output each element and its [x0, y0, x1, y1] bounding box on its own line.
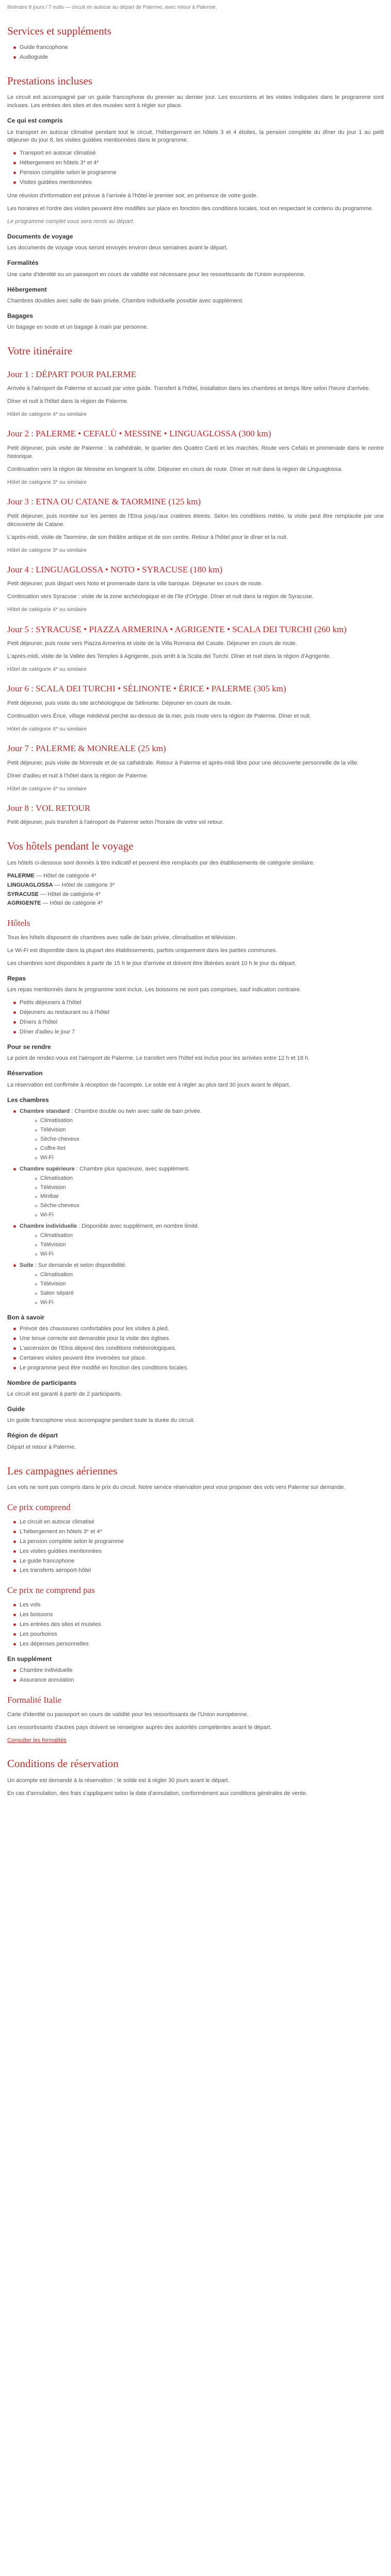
getting-there-title: Pour se rendre [7, 1043, 51, 1050]
sub-note-text: Chambres doubles avec salle de bain privée. Chambre individuelle possible avec supplément. [7, 298, 243, 304]
bullet-icon [13, 1367, 16, 1369]
dot-icon [35, 1157, 37, 1159]
list-item: Télévision [35, 1126, 384, 1134]
list-item: Chambre individuelle [13, 1667, 384, 1675]
list-item: Dîner d'adieu le jour 7 [13, 1028, 384, 1037]
dot-icon [35, 1178, 37, 1180]
day-para: Petit déjeuner, puis visite de Monreale et de sa cathédrale. Retour à Palerme et après-midi libre pour une découverte personnelle de la ville. [7, 759, 359, 766]
bullet-icon [13, 1550, 16, 1553]
day-hotel: Hôtel de catégorie 3* ou similaire [7, 547, 87, 553]
bullet-icon [13, 1614, 16, 1616]
campaigns-title: Les campagnes aériennes [7, 1464, 118, 1477]
list-item: Transport en autocar climatisé [13, 149, 384, 158]
bullet-icon [13, 1669, 16, 1672]
dot-icon [35, 1187, 37, 1189]
included-list [7, 149, 384, 187]
sub-note-title: Hébergement [7, 285, 47, 293]
day-para: Petit déjeuner, puis visite du site archéologique de Sélinonte. Déjeuner en cours de route. [7, 700, 233, 706]
hotel-line: PALERME — Hôtel de catégorie 4* [7, 872, 96, 879]
list-item: Assurance annulation [13, 1676, 384, 1685]
list-item: Une tenue correcte est demandée pour la visite des églises. [13, 1335, 384, 1343]
bullet-icon [13, 1604, 16, 1606]
list-item: Wi-Fi [35, 1211, 384, 1219]
list-item: Le programme peut être modifié en fonction des conditions locales. [13, 1364, 384, 1372]
room-features [20, 1232, 384, 1259]
list-item: Déjeuners au restaurant ou à l'hôtel [13, 1009, 384, 1017]
day-para: Continuation vers Syracuse : visite de la zone archéologique et de l'île d'Ortygie. Dîner et nuit dans la région de Syracuse. [7, 594, 314, 600]
day-para: Petit déjeuner, puis transfert à l'aéroport de Palerme selon l'horaire de votre vol retour. [7, 819, 224, 826]
list-item: Les visites guidées mentionnées [13, 1548, 384, 1556]
list-item: L'ascension de l'Etna dépend des conditions météorologiques. [13, 1345, 384, 1353]
dot-icon [35, 1235, 37, 1237]
dot-icon [35, 1293, 37, 1295]
included-heading: Ce qui est compris [7, 117, 63, 125]
services-list [7, 44, 384, 62]
dot-icon [35, 1129, 37, 1131]
list-item: Télévision [35, 1280, 384, 1289]
other-block-title: Nombre de participants [7, 1379, 77, 1386]
included-para: Les horaires et l'ordre des visites peuvent être modifiés sur place en fonction des conditions locales, tout en respectant le contenu du programme. [7, 206, 373, 212]
dot-icon [35, 1283, 37, 1285]
list-item: Petits déjeuners à l'hôtel [13, 999, 384, 1007]
hotel-line: AGRIGENTE — Hôtel de catégorie 4* [7, 900, 103, 907]
list-item: Wi-Fi [35, 1154, 384, 1162]
day-title: Jour 4 : LINGUAGLOSSA • NOTO • SYRACUSE (180 km) [7, 564, 223, 574]
hotel-detail-para: Les chambres sont disponibles à partir de 15 h le jour d'arrivée et doivent être libérées avant 10 h le jour du départ. [7, 960, 297, 967]
formalities-para: Carte d'identité ou passeport en cours de validité pour les ressortissants de l'Union européenne. [7, 1711, 249, 1718]
list-item: Guide francophone [13, 44, 384, 52]
room-features [20, 1117, 384, 1162]
room-features [20, 1271, 384, 1307]
bullet-icon [13, 1560, 16, 1563]
list-item: Sèche-cheveux [35, 1202, 384, 1210]
reservation-para: La réservation est confirmée à réception de l'acompte. Le solde est à régler au plus tard 30 jours avant le départ. [7, 1081, 290, 1088]
services-intro: Le circuit est accompagné par un guide francophone du premier au dernier jour. Les excursions et les visites indiquées dans le programme sont incluses. Les entrées des sites et des musées sont à régler sur place. [7, 94, 384, 109]
price-excludes-title: Ce prix ne comprend pas [7, 1585, 95, 1596]
included-para: Le transport en autocar climatisé pendant tout le circuit, l'hébergement en hôtels 3 et 4 étoiles, la pension complète du dîner du jour 1 au petit déjeuner du jour 8, les visites guidées mentionnées dans le programme. [7, 129, 384, 144]
bullet-icon [13, 1002, 16, 1004]
list-item: Visites guidées mentionnées [13, 179, 384, 187]
dot-icon [35, 1205, 37, 1207]
list-item: Les pourboires [13, 1631, 384, 1639]
dot-icon [35, 1120, 37, 1122]
day-title: Jour 1 : DÉPART POUR PALERME [7, 369, 137, 379]
bullet-icon [13, 172, 16, 174]
list-item: Minibar [35, 1193, 384, 1201]
services-title: Services et suppléments [7, 24, 111, 37]
hotel-list [7, 872, 384, 908]
day-hotel: Hôtel de catégorie 4* ou similaire [7, 666, 87, 673]
list-item: Dîners à l'hôtel [13, 1019, 384, 1027]
sub-note-title: Formalités [7, 259, 39, 267]
rooms-title: Les chambres [7, 1096, 49, 1104]
list-item: Télévision [35, 1241, 384, 1249]
bullet-icon [13, 162, 16, 164]
day-title: Jour 8 : VOL RETOUR [7, 803, 91, 813]
list-item: Certaines visites peuvent être inversées sur place. [13, 1354, 384, 1363]
bullet-icon [13, 1110, 16, 1113]
other-block-text: Le circuit est garanti à partir de 2 participants. [7, 1391, 122, 1398]
meals-list [7, 999, 384, 1037]
dot-icon [35, 1253, 37, 1256]
other-block-text: Un guide francophone vous accompagne pendant toute la durée du circuit. [7, 1417, 195, 1424]
hotel-detail-title: Hôtels [7, 918, 30, 928]
day-hotel: Hôtel de catégorie 4* ou similaire [7, 785, 87, 792]
list-item: Audioguide [13, 54, 384, 62]
price-includes-title: Ce prix comprend [7, 1502, 71, 1513]
list-item: Le guide francophone [13, 1557, 384, 1566]
day-para: Dîner d'adieu et nuit à l'hôtel dans la région de Palerme. [7, 772, 149, 779]
program-title: Votre itinéraire [7, 345, 73, 358]
bullet-icon [13, 152, 16, 155]
bullet-icon [13, 1347, 16, 1350]
bullet-icon [13, 1540, 16, 1543]
list-item: Prévoir des chaussures confortables pour les visites à pied. [13, 1325, 384, 1333]
dot-icon [35, 1244, 37, 1246]
rooms-list [7, 1108, 384, 1307]
list-item: Wi-Fi [35, 1250, 384, 1259]
list-item: Climatisation [35, 1175, 384, 1183]
list-item: Pension complète selon le programme [13, 169, 384, 177]
meals-title: Repas [7, 974, 26, 982]
list-item: L'hébergement en hôtels 3* et 4* [13, 1528, 384, 1536]
dot-icon [35, 1196, 37, 1198]
day-title: Jour 7 : PALERME & MONREALE (25 km) [7, 743, 166, 753]
day-title: Jour 5 : SYRACUSE • PIAZZA ARMERINA • AGRIGENTE • SCALA DEI TURCHI (260 km) [7, 624, 347, 634]
day-para: L'après-midi, visite de la Vallée des Temples à Agrigente, puis arrêt à la Scala dei Turchi. Dîner et nuit dans la région d'Agrigente. [7, 653, 331, 660]
list-item: Climatisation [35, 1271, 384, 1279]
list-item: Les dépenses personnelles [13, 1640, 384, 1649]
bullet-icon [13, 1643, 16, 1646]
day-title: Jour 3 : ETNA OU CATANE & TAORMINE (125 km) [7, 497, 201, 507]
day-para: Continuation vers la région de Messine en longeant la côte. Déjeuner en cours de route. Dîner et nuit dans la région de Linguaglossa. [7, 466, 343, 472]
meals-para: Les repas mentionnés dans le programme sont inclus. Les boissons ne sont pas comprises, sauf indication contraire. [7, 987, 301, 993]
list-item: Le circuit en autocar climatisé [13, 1518, 384, 1527]
bullet-icon [13, 1011, 16, 1014]
list-item: Wi-Fi [35, 1299, 384, 1307]
day-para: Arrivée à l'aéroport de Palerme et accueil par votre guide. Transfert à l'hôtel, installation dans les chambres et temps libre selon l'heure d'arrivée. [7, 385, 370, 392]
bullet-icon [13, 46, 16, 49]
formalities-link-line [7, 1737, 384, 1745]
day-hotel: Hôtel de catégorie 4* ou similaire [7, 606, 87, 613]
bullet-icon [13, 1357, 16, 1360]
conditions-para: En cas d'annulation, des frais s'appliquent selon la date d'annulation, conformément aux conditions générales de vente. [7, 1790, 307, 1797]
hotel-line: LINGUAGLOSSA — Hôtel de catégorie 3* [7, 882, 115, 888]
good-to-know-list [7, 1325, 384, 1372]
hotels-title: Vos hôtels pendant le voyage [7, 840, 134, 853]
list-item: Salon séparé [35, 1290, 384, 1298]
bullet-icon [13, 56, 16, 59]
bullet-icon [13, 1623, 16, 1626]
other-block-title: Région de départ [7, 1432, 58, 1439]
day-para: L'après-midi, visite de Taormine, de son théâtre antique et de son centre. Retour à l'hôtel pour le dîner et la nuit. [7, 534, 288, 540]
day-para: Petit déjeuner, puis départ vers Noto et promenade dans la ville baroque. Déjeuner en cours de route. [7, 581, 263, 587]
bullet-icon [13, 1531, 16, 1533]
sub-note-text: Une carte d'identité ou un passeport en cours de validité est nécessaire pour les ressortissants de l'Union européenne. [7, 271, 305, 278]
hotel-detail-para: Tous les hôtels disposent de chambres avec salle de bain privée, climatisation et télévision. [7, 935, 237, 941]
bullet-icon [13, 1521, 16, 1523]
hotel-line: SYRACUSE — Hôtel de catégorie 4* [7, 891, 101, 897]
hotel-detail-para: Le Wi-Fi est disponible dans la plupart des établissements, parfois uniquement dans les parties communes. [7, 947, 278, 954]
formalities-title: Formalité Italie [7, 1694, 62, 1705]
included-title: Prestations incluses [7, 74, 93, 87]
day-hotel: Hôtel de catégorie 4* ou similaire [7, 411, 87, 418]
price-includes-list [7, 1518, 384, 1575]
list-item: Sèche-cheveux [35, 1136, 384, 1144]
list-item: Les vols [13, 1601, 384, 1609]
bullet-icon [13, 181, 16, 184]
sub-note-text: Les documents de voyage vous seront envoyés environ deux semaines avant le départ. [7, 245, 228, 251]
day-title: Jour 6 : SCALA DEI TURCHI • SÉLINONTE • ÉRICE • PALERME (305 km) [7, 684, 286, 694]
bullet-icon [13, 1168, 16, 1171]
included-para: Une réunion d'information est prévue à l'arrivée à l'hôtel le premier soir, en présence de votre guide. [7, 193, 258, 199]
bullet-icon [13, 1031, 16, 1033]
day-hotel: Hôtel de catégorie 4* ou similaire [7, 725, 87, 732]
dot-icon [35, 1274, 37, 1276]
day-para: Dîner et nuit à l'hôtel dans la région de Palerme. [7, 398, 129, 405]
sub-note-title: Documents de voyage [7, 232, 73, 240]
list-item: Les entrées des sites et musées [13, 1621, 384, 1629]
formalities-para: Les ressortissants d'autres pays doivent se renseigner auprès des autorités compétentes avant le départ. [7, 1724, 272, 1731]
reservation-title: Réservation [7, 1070, 43, 1077]
bullet-icon [13, 1264, 16, 1267]
hotels-intro: Les hôtels ci-dessous sont donnés à titre indicatif et peuvent être remplacés par des établissements de catégorie similaire. [7, 859, 315, 866]
page [7, 4, 384, 1803]
list-item: Les transferts aéroport-hôtel [13, 1567, 384, 1575]
bullet-icon [13, 1021, 16, 1024]
dot-icon [35, 1148, 37, 1150]
bullet-icon [13, 1225, 16, 1228]
other-block-text: Départ et retour à Palerme. [7, 1444, 76, 1450]
other-block-title: Guide [7, 1405, 25, 1413]
list-item: Hébergement en hôtels 3* et 4* [13, 159, 384, 167]
room-item: Suite : Sur demande et selon disponibilité. Climatisation Télévision Salon séparé Wi-Fi [13, 1262, 384, 1307]
extra-title: En supplément [7, 1655, 52, 1663]
day-para: Continuation vers Érice, village médiéval perché au-dessus de la mer, puis route vers la région de Palerme. Dîner et nuit. [7, 713, 311, 719]
room-item: Chambre standard : Chambre double ou twin avec salle de bain privée. Climatisation Télévision Sèche-cheveux Coffre-fort Wi-Fi [13, 1108, 384, 1162]
dot-icon [35, 1139, 37, 1141]
bullet-icon [13, 1633, 16, 1636]
room-item: Chambre supérieure : Chambre plus spacieuse, avec supplément. Climatisation Télévision Minibar Sèche-cheveux Wi-Fi [13, 1165, 384, 1220]
list-item: Climatisation [35, 1232, 384, 1240]
top-note: Itinéraire 8 jours / 7 nuits — circuit en autocar au départ de Palerme, avec retour à Palerme. [7, 5, 217, 10]
bullet-icon [13, 1679, 16, 1682]
day-para: Petit déjeuner, puis montée sur les pentes de l'Etna jusqu'aux cratères éteints. Selon les conditions météo, la visite peut être remplacée par une découverte de Catane. [7, 513, 384, 528]
price-excludes-list [7, 1601, 384, 1649]
bullet-icon [13, 1337, 16, 1340]
dot-icon [35, 1214, 37, 1216]
day-para: Petit déjeuner, puis visite de Palerme : la cathédrale, le quartier des Quattro Canti et les marchés. Route vers Cefalù et promenade dans le centre historique. [7, 445, 384, 460]
list-item: Climatisation [35, 1117, 384, 1125]
list-item: Coffre-fort [35, 1145, 384, 1153]
good-to-know-title: Bon à savoir [7, 1313, 45, 1321]
bullet-icon [13, 1328, 16, 1330]
day-hotel: Hôtel de catégorie 3* ou similaire [7, 479, 87, 485]
day-title: Jour 2 : PALERME • CEFALÙ • MESSINE • LINGUAGLOSSA (300 km) [7, 429, 271, 439]
included-note: Le programme complet vous sera remis au départ. [7, 218, 135, 225]
getting-there-para: Le point de rendez-vous est l'aéroport de Palerme. Le transfert vers l'hôtel est inclus pour les arrivées entre 12 h et 18 h. [7, 1055, 310, 1062]
room-item: Chambre individuelle : Disponible avec supplément, en nombre limité. Climatisation Télévision Wi-Fi [13, 1223, 384, 1259]
list-item: La pension complète selon le programme [13, 1538, 384, 1546]
sub-note-title: Bagages [7, 312, 34, 319]
day-para: Petit déjeuner, puis route vers Piazza Armerina et visite de la Villa Romana del Casale. Déjeuner en cours de route. [7, 640, 297, 647]
list-item: Les boissons [13, 1611, 384, 1619]
formalities-link[interactable]: Consulter les formalités [7, 1737, 67, 1743]
bullet-icon [13, 1569, 16, 1572]
conditions-title: Conditions de réservation [7, 1757, 119, 1770]
list-item: Télévision [35, 1184, 384, 1192]
room-features [20, 1175, 384, 1220]
campaigns-intro: Les vols ne sont pas compris dans le prix du circuit. Notre service réservation peut vous proposer des vols vers Palerme sur demande. [7, 1484, 346, 1491]
extra-list [7, 1667, 384, 1685]
sub-note-text: Un bagage en soute et un bagage à main par personne. [7, 324, 149, 331]
conditions-para: Un acompte est demandé à la réservation ; le solde est à régler 30 jours avant le départ. [7, 1777, 230, 1784]
dot-icon [35, 1302, 37, 1304]
